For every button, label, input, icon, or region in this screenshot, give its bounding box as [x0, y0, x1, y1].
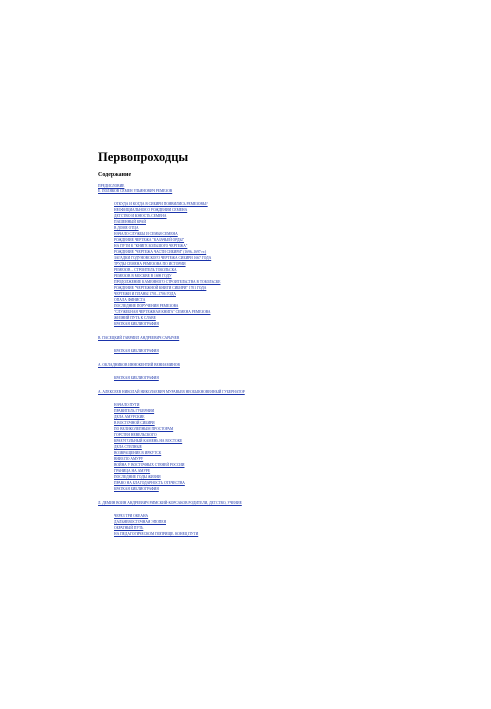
toc-chapter-link[interactable]: ЧЕРЕЗ ТРИ ОКЕАНА — [114, 514, 149, 518]
toc-chapter-link[interactable]: ТРУДЫ СЕМЕНА РЕМЕЗОВА ПО ИСТОРИИ — [114, 262, 186, 266]
page-title: Первопроходцы — [98, 150, 189, 164]
toc-chapter-link[interactable]: НАЧАЛО ПУТИ — [114, 403, 140, 407]
toc-chapter-link[interactable]: ВОЗВРАЩЕНИЕ В ИРКУТСК — [114, 451, 162, 455]
toc-chapter-link[interactable]: КРАТКАЯ БИБЛИОГРАФИЯ — [114, 376, 159, 380]
toc-chapter-link[interactable]: ПО ВЕЛИКОЛЕПНЫМ ПРОСТОРАМ — [114, 427, 174, 431]
toc-chapter-link[interactable]: ДЕЛА СТЕПНЫЕ — [114, 445, 142, 449]
toc-chapter-link[interactable]: РЕМЕЗОВ В МОСКВЕ В 1698 ГОДУ — [114, 274, 172, 278]
toc-chapter-link[interactable]: РОЖДЕНИЕ "ЧЕРТЕЖНОЙ КНИГИ СИБИРИ" 1701 ГОДА — [114, 286, 207, 290]
toc-chapter-link[interactable]: НА ПУТИ К "КНИГЕ БОЛЬШОГО ЧЕРТЕЖА" — [114, 244, 188, 248]
toc-chapter-link[interactable]: ОТКУДА И КОГДА В СИБИРИ ПОЯВИЛИСЬ РЕМЕЗОВЫ? — [114, 202, 208, 206]
toc-chapter-link[interactable]: ВОЙНА У ВОСТОЧНЫХ СТЕНЕЙ РОССИИ — [114, 463, 185, 467]
toc-section-link[interactable]: А. ОКЛАДНИКОВ ИННОКЕНТИЙ ВЕНИАМИНОВ — [98, 363, 180, 367]
toc-section-link[interactable]: Л. ДЕМИН ВОИН АНДРЕЕВИЧ РИМСКИЙ-КОРСАКОВ РОДИТЕЛИ, ДЕТСТВО, УЧЕНИЕ — [98, 501, 242, 505]
toc-chapter-link[interactable]: ДЕТСТВО И ЮНОСТЬ СЕМЕНА — [114, 214, 167, 218]
toc-chapter-link[interactable]: ЧЕРТЕЖИ И ПЛАНЫ 1701–1706 ГОДА — [114, 292, 176, 296]
toc-section-link[interactable]: А. АЛЕКСЕЕВ НИКОЛАЙ НИКОЛАЕВИЧ МУРАВЬЕВ НЕОБЫКНОВЕННЫЙ ГУБЕРНАТОР — [98, 390, 245, 394]
toc-chapter-link[interactable]: ВНИЗ ПО АМУРУ — [114, 457, 144, 461]
toc-chapter-link[interactable]: РОЖДЕНИЕ ЧЕРТЕЖА "КАЗАЧЬЕЙ ОРДЫ" — [114, 238, 185, 242]
toc-chapter-link[interactable]: ЗАГАДКИ ГОДУНОВСКОГО ЧЕРТЕЖА СИБИРИ 1667 ГОДА — [114, 256, 212, 260]
toc-chapter-link[interactable]: КРАТКАЯ БИБЛИОГРАФИЯ — [114, 322, 159, 326]
toc-chapter-link[interactable]: В ВОСТОЧНОЙ СИБИРИ — [114, 421, 155, 425]
toc-chapter-link[interactable]: НАЧАЛО СЛУЖБЫ И СЕМЬЯ СЕМЕНА — [114, 232, 178, 236]
toc-section-link[interactable]: Е. ПОЛЯКОВ СЕМЕН УЛЬЯНОВИЧ РЕМЕЗОВ — [98, 189, 173, 193]
toc-chapter-link[interactable]: ЖИЗНИЙ ПУТЬ К СЛАВЕ — [114, 316, 156, 320]
toc-chapter-link[interactable]: В ДОМЕ ОТЦА — [114, 226, 139, 230]
toc-chapter-link[interactable]: ПРОДОЛЖЕНИЕ КАМЕННОГО СТРОИТЕЛЬСТВА В ТОБОЛЬСКЕ — [114, 280, 221, 284]
toc-chapter-link[interactable]: ГОРСТЕН НЕВЕЛЬСКОГО — [114, 433, 157, 437]
toc-chapter-link[interactable]: ПРАВИТЕЛЬ ГУБЕРНИИ — [114, 409, 155, 413]
toc-chapter-link[interactable]: "СЛУЖЕБНАЯ ЧЕРТЕЖНАЯ КНИГА" СЕМЕНА РЕМЕЗОВА — [114, 310, 211, 314]
toc-chapter-link[interactable]: КРАТКАЯ БИБЛИОГРАФИЯ — [114, 487, 159, 491]
toc-section-link[interactable]: В. ПАСЕЦКИЙ ГАВРИИЛ АНДРЕЕВИЧ САРЫЧЕВ — [98, 336, 180, 340]
toc-chapter-link[interactable]: ПОСЛЕДНИЕ ПОРУЧЕНИЯ РЕМЕЗОВА — [114, 304, 179, 308]
toc-chapter-link[interactable]: ОПАЛА ФИНИСТА — [114, 298, 146, 302]
toc-chapter-link[interactable]: ОБРАТНЫЙ ПУТЬ — [114, 526, 144, 530]
toc-chapter-link[interactable]: НА ПЕДАГОГИЧЕСКОМ ПОПРИЩЕ. КОНЕЦ ПУТИ — [114, 532, 199, 536]
toc-chapter-link[interactable]: ПАШЕННЫЙ КРАЙ — [114, 220, 146, 224]
toc-chapter-link[interactable]: РЕМЕЗОВ – СТРОИТЕЛЬ ТОБОЛЬСКА — [114, 268, 177, 272]
toc-chapter-link[interactable]: РОЖДЕНИЕ "ЧЕРТЕЖА ЧАСТИ СИБИРИ" (1696–1697 гг.) — [114, 250, 207, 254]
toc-chapter-link[interactable]: КРАЕУГОЛЬНЫЙ КАМЕНЬ НА ВОСТОКЕ — [114, 439, 183, 443]
toc-chapter-link[interactable]: НЕОФИЦИАЛЬНОЕ О РОЖДЕНИИ СЕМЕНА — [114, 208, 188, 212]
toc-chapter-link[interactable]: ПРАВО НА БЛАГОДАРНОСТЬ ОТЕЧЕСТВА — [114, 481, 185, 485]
toc-chapter-link[interactable]: КРАТКАЯ БИБЛИОГРАФИЯ — [114, 349, 159, 353]
toc-chapter-link[interactable]: ГРАНИЦА НА АМУРЕ — [114, 469, 151, 473]
toc-section-link[interactable]: ПРЕДИСЛОВИЕ — [98, 184, 125, 188]
contents-heading: Содержание — [98, 172, 132, 178]
toc-chapter-link[interactable]: ДАЛЬНЕВОСТОЧНАЯ ЭПОПЕЯ — [114, 520, 166, 524]
toc-chapter-link[interactable]: ДЕЛА АМУРСКИЕ — [114, 415, 145, 419]
toc-chapter-link[interactable]: ПОСЛЕДНИЕ ГОДЫ ЖИЗНИ — [114, 475, 161, 479]
